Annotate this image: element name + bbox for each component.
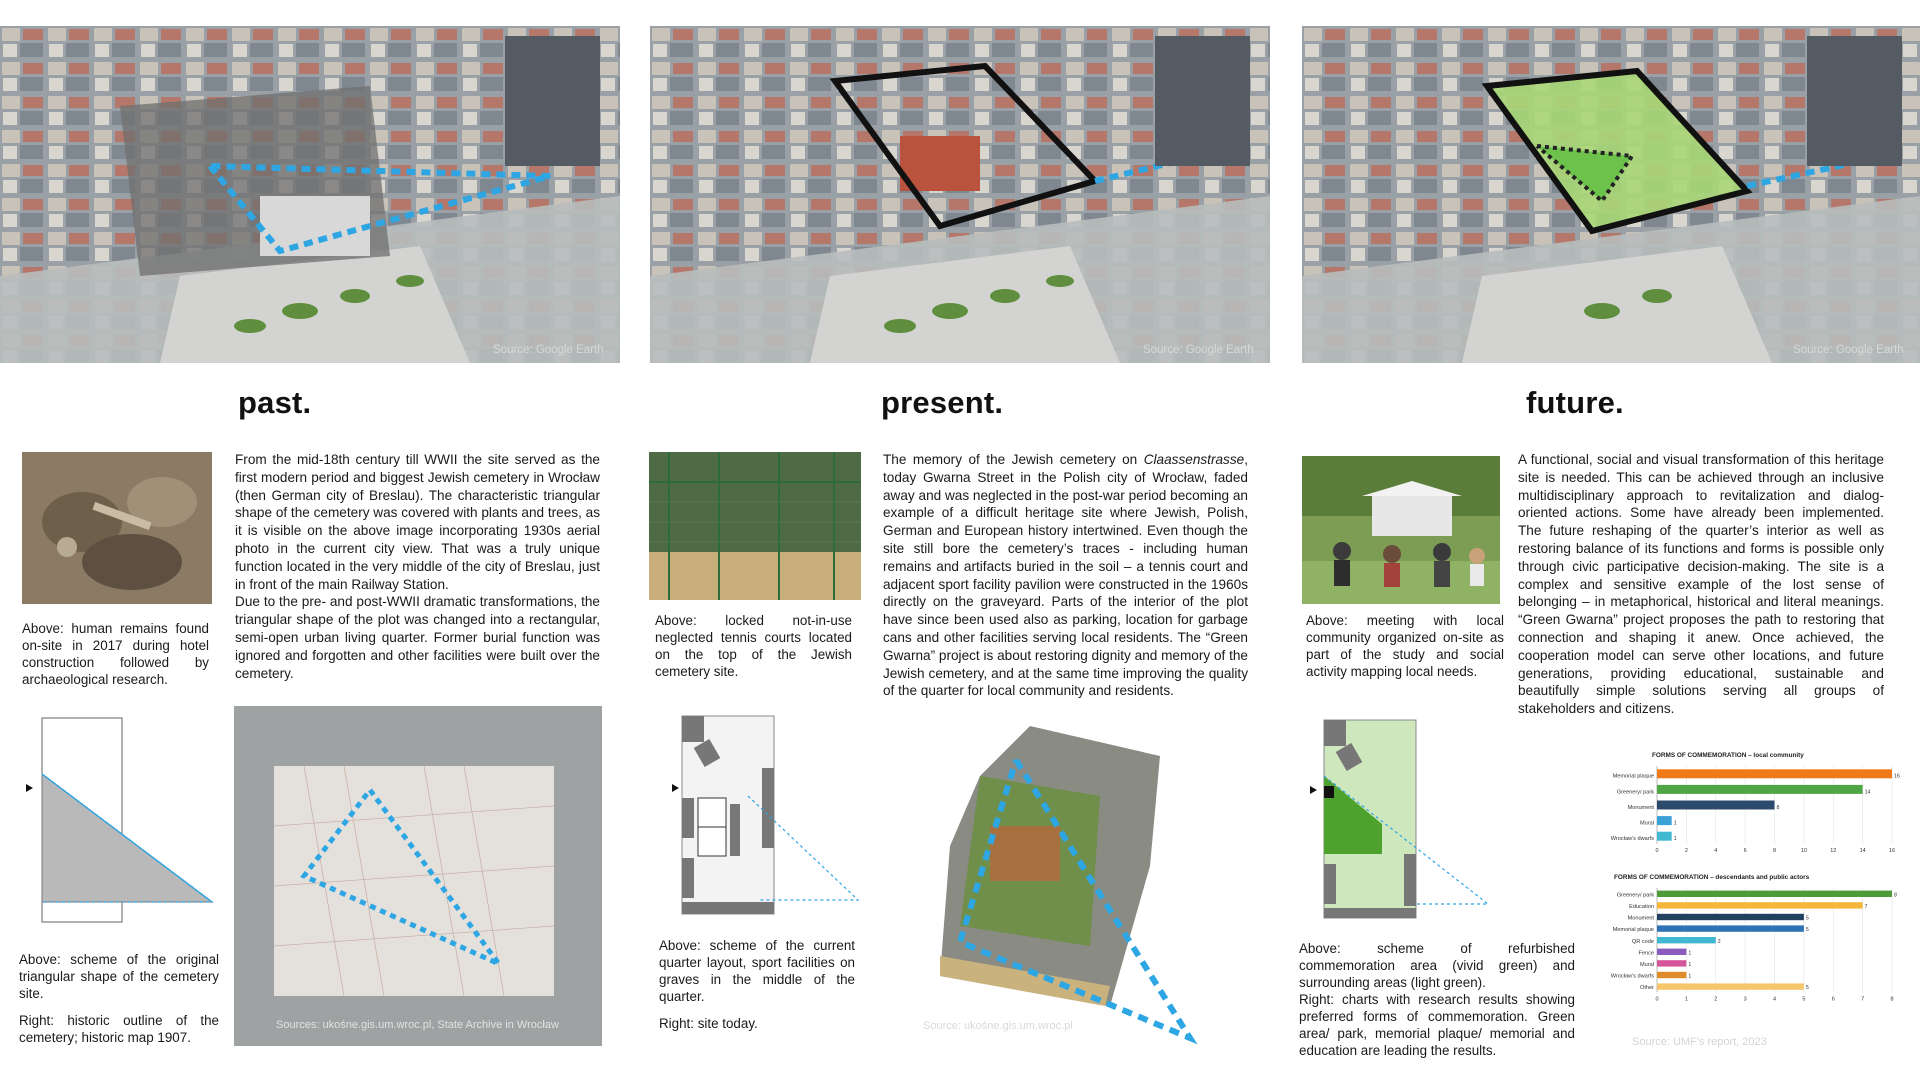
chart-bar xyxy=(1657,960,1686,966)
present-body-paragraph xyxy=(883,451,1248,700)
chart-x-tick-label: 6 xyxy=(1831,996,1835,1003)
chart-1-title: FORMS OF COMMEMORATION – local community xyxy=(1652,752,1804,759)
chart-x-tick-label: 4 xyxy=(1772,996,1777,1003)
chart-value-label: 16 xyxy=(1894,773,1900,780)
chart-value-label: 1 xyxy=(1688,962,1692,968)
chart-category-label: Mural xyxy=(1640,962,1654,968)
chart-x-tick-label: 8 xyxy=(1772,848,1777,854)
future-site-scheme xyxy=(1310,714,1506,920)
past-body-text xyxy=(235,451,600,682)
chart-value-label: 5 xyxy=(1805,985,1809,992)
chart-x-tick-label: 1 xyxy=(1684,996,1688,1003)
chart-value-label: 8 xyxy=(1894,892,1897,899)
past-scheme-caption-2: Right: historic outline of the cemetery; historic map 1907. xyxy=(19,1013,219,1045)
chart-bar xyxy=(1657,983,1804,989)
heading-future: future. xyxy=(1526,385,1624,420)
site-today-source-label: Source: ukośne.gis.um.wroc.pl xyxy=(923,1020,1073,1032)
chart-category-label: Fence xyxy=(1638,950,1654,957)
tennis-court-photo-image xyxy=(649,452,861,600)
chart-x-tick-label: 5 xyxy=(1802,996,1806,1003)
chart-category-label: Greenery/ park xyxy=(1616,892,1654,899)
aerial-past-image xyxy=(0,26,620,363)
chart-category-label: Greenery/ park xyxy=(1616,789,1654,796)
chart-category-label: Monument xyxy=(1627,804,1654,811)
chart-category-label: Other xyxy=(1640,985,1654,992)
chart-bar xyxy=(1657,832,1672,841)
present-body-intro: The memory of the Jewish cemetery on xyxy=(883,452,1144,467)
chart-x-tick-label: 16 xyxy=(1888,848,1896,854)
chart-category-label: Mural xyxy=(1640,820,1654,827)
aerial-source-label: Source: Google Earth xyxy=(493,344,604,356)
present-body-rest: , today Gwarna Street in the Polish city of Wrocław, faded away and was neglected in the post-war period becoming an example of a difficult heritage site where Jewish, Polish, German and European history intertwined. Even though the site still bore the cemetery’s traces - including human remains and artifacts buried in the soil – a tennis court and adjacent sport facility pavilion were constructed in the 1960s directly on the graveyard. Parts of the interior of the plot have since been used also as parking, location for garbage cans and other facilities serving local residents. The “Green Gwarna” project is about restoring dignity and memory of the Jewish cemetery, and at the same time improving the quality of the quarter for local community and residents. xyxy=(883,452,1248,699)
future-scheme-captions xyxy=(1299,940,1575,1059)
chart-category-label: QR code xyxy=(1631,938,1654,945)
chart-x-tick-label: 8 xyxy=(1890,996,1894,1003)
chart-x-tick-label: 14 xyxy=(1859,848,1866,854)
chart-bar xyxy=(1657,972,1686,978)
chart-value-label: 1 xyxy=(1673,836,1677,843)
chart-bar xyxy=(1657,801,1775,810)
chart-x-tick-label: 6 xyxy=(1743,848,1747,854)
chart-value-label: 8 xyxy=(1776,804,1780,811)
chart-value-label: 1 xyxy=(1688,950,1692,957)
chart-x-tick-label: 0 xyxy=(1655,996,1659,1003)
archaeology-photo xyxy=(22,452,212,604)
chart-x-tick-label: 2 xyxy=(1684,848,1688,854)
historic-map-source-label: Sources: ukośne.gis.um.wroc.pl, State Archive in Wrocław xyxy=(276,1019,559,1031)
chart-x-tick-label: 10 xyxy=(1800,848,1807,854)
chart-value-label: 5 xyxy=(1805,915,1809,922)
past-scheme-captions xyxy=(19,951,219,1046)
chart-bar xyxy=(1657,914,1804,920)
present-scheme-captions xyxy=(659,937,855,1032)
future-scheme-caption-1: Above: scheme of refurbished commemoration area (vivid green) and surrounding areas (light green). xyxy=(1299,941,1575,990)
chart-value-label: 1 xyxy=(1688,973,1692,980)
chart-value-label: 2 xyxy=(1717,938,1721,945)
aerial-source-label: Source: Google Earth xyxy=(1143,344,1254,356)
aerial-present-image xyxy=(650,26,1270,363)
past-site-scheme xyxy=(22,712,218,922)
chart-value-label: 7 xyxy=(1864,904,1868,910)
past-body-paragraph-1: From the mid-18th century till WWII the site served as the first modern period and biggest Jewish cemetery in Wrocław (then German city of Breslau). The characteristic triangular shape of the cemetery was covered with plants and trees, as it is visible on the above image incorporating 1930s aerial photo in the current city view. That was a truly unique function located in the very middle of the city of Breslau, just in front of the main Railway Station. xyxy=(235,452,600,592)
present-scheme-caption-1: Above: scheme of the current quarter layout, sport facilities on graves in the middle of the quarter. xyxy=(659,938,855,1004)
future-scheme-caption-2: Right: charts with research results showing preferred forms of commemoration. Green area/ park, memorial plaque/ memorial and education are leading the results. xyxy=(1299,992,1575,1058)
site-today-image xyxy=(920,716,1210,1052)
chart-category-label: Memorial plaque xyxy=(1612,927,1654,934)
chart-x-tick-label: 2 xyxy=(1714,996,1718,1003)
chart-x-tick-label: 3 xyxy=(1743,996,1747,1003)
chart-value-label: 14 xyxy=(1864,789,1871,796)
archaeology-photo-image xyxy=(22,452,212,604)
aerial-photo-present xyxy=(650,26,1270,363)
chart-category-label: Wrocław's dwarfs xyxy=(1610,836,1654,843)
past-body-paragraph-2: Due to the pre- and post-WWII dramatic transformations, the triangular shape of the plot was changed into a rectangular, semi-open urban living quarter. Former burial function was ignored and forgotten and other facilities were built over the cemetery. xyxy=(235,594,600,681)
chart-descendants-public-actors xyxy=(1590,882,1900,1010)
historic-map-drawing xyxy=(234,706,602,1046)
archaeology-photo-caption: Above: human remains found on-site in 2017 during hotel construction followed by archaeological research. xyxy=(22,621,209,687)
community-meeting-caption: Above: meeting with local community organized on-site as part of the study and social activity mapping local needs. xyxy=(1306,613,1504,679)
chart-value-label: 5 xyxy=(1805,927,1809,934)
aerial-photo-future xyxy=(1302,26,1920,363)
present-site-scheme xyxy=(668,708,864,918)
chart-value-label: 1 xyxy=(1673,820,1677,827)
chart-bar xyxy=(1657,785,1863,794)
chart-bar xyxy=(1657,949,1686,955)
tennis-court-caption: Above: locked not-in-use neglected tennis courts located on the top of the Jewish cemetery site. xyxy=(655,613,852,679)
chart-2-title: FORMS OF COMMEMORATION – descendants and public actors xyxy=(1614,874,1810,881)
chart-bar xyxy=(1657,816,1672,825)
present-scheme-caption-2: Right: site today. xyxy=(659,1016,758,1031)
past-scheme-caption-1: Above: scheme of the original triangular shape of the cemetery site. xyxy=(19,952,219,1001)
aerial-photo-past xyxy=(0,26,620,363)
community-meeting-photo-image xyxy=(1302,456,1500,604)
chart-category-label: Monument xyxy=(1627,915,1654,922)
future-body-paragraph-1: A functional, social and visual transformation of this heritage site is needed. This can be achieved through an inclusive multidisciplinary approach to revitalization and dialog-oriented actions. Some have already been implemented. The future reshaping of the quarter’s interior as well as restoring balance of its functions and forms is possible only through civic participative decision-making. The site is a complex and sensitive example of the lost sense of belonging – in metaphorical, historical and literal meanings. “Green Gwarna” project proposes the path to restoring that connection and shaping it anew. Once achieved, the cooperation model can serve other locations, and future generations, providing educational, sustainable and beautifully simple solutions serving all groups of stakeholders and citizens. xyxy=(1518,452,1884,717)
chart-bar xyxy=(1657,937,1716,943)
chart-x-tick-label: 7 xyxy=(1861,996,1865,1003)
chart-x-tick-label: 4 xyxy=(1714,848,1718,854)
tennis-court-photo xyxy=(649,452,861,600)
chart-x-tick-label: 12 xyxy=(1830,848,1837,854)
historic-map-image xyxy=(234,706,602,1046)
site-today-drawing xyxy=(920,716,1210,1052)
present-body-street-name: Claassenstrasse xyxy=(1143,452,1245,467)
chart-x-tick-label: 0 xyxy=(1655,848,1659,854)
present-body-text xyxy=(883,451,1248,700)
chart-bar xyxy=(1657,769,1892,778)
aerial-future-image xyxy=(1302,26,1920,363)
chart-source-label: Source: UMF's report, 2023 xyxy=(1632,1036,1767,1048)
community-meeting-photo xyxy=(1302,456,1500,604)
chart-category-label: Memorial plaque xyxy=(1612,773,1654,780)
chart-bar xyxy=(1657,902,1863,908)
chart-bar xyxy=(1657,925,1804,931)
future-body-text xyxy=(1518,451,1884,718)
heading-past: past. xyxy=(238,385,312,420)
chart-category-label: Education xyxy=(1629,904,1654,910)
chart-bar xyxy=(1657,891,1892,897)
chart-category-label: Wrocław's dwarfs xyxy=(1610,973,1654,980)
aerial-source-label: Source: Google Earth xyxy=(1793,344,1904,356)
heading-present: present. xyxy=(881,385,1004,420)
chart-local-community xyxy=(1590,760,1900,854)
